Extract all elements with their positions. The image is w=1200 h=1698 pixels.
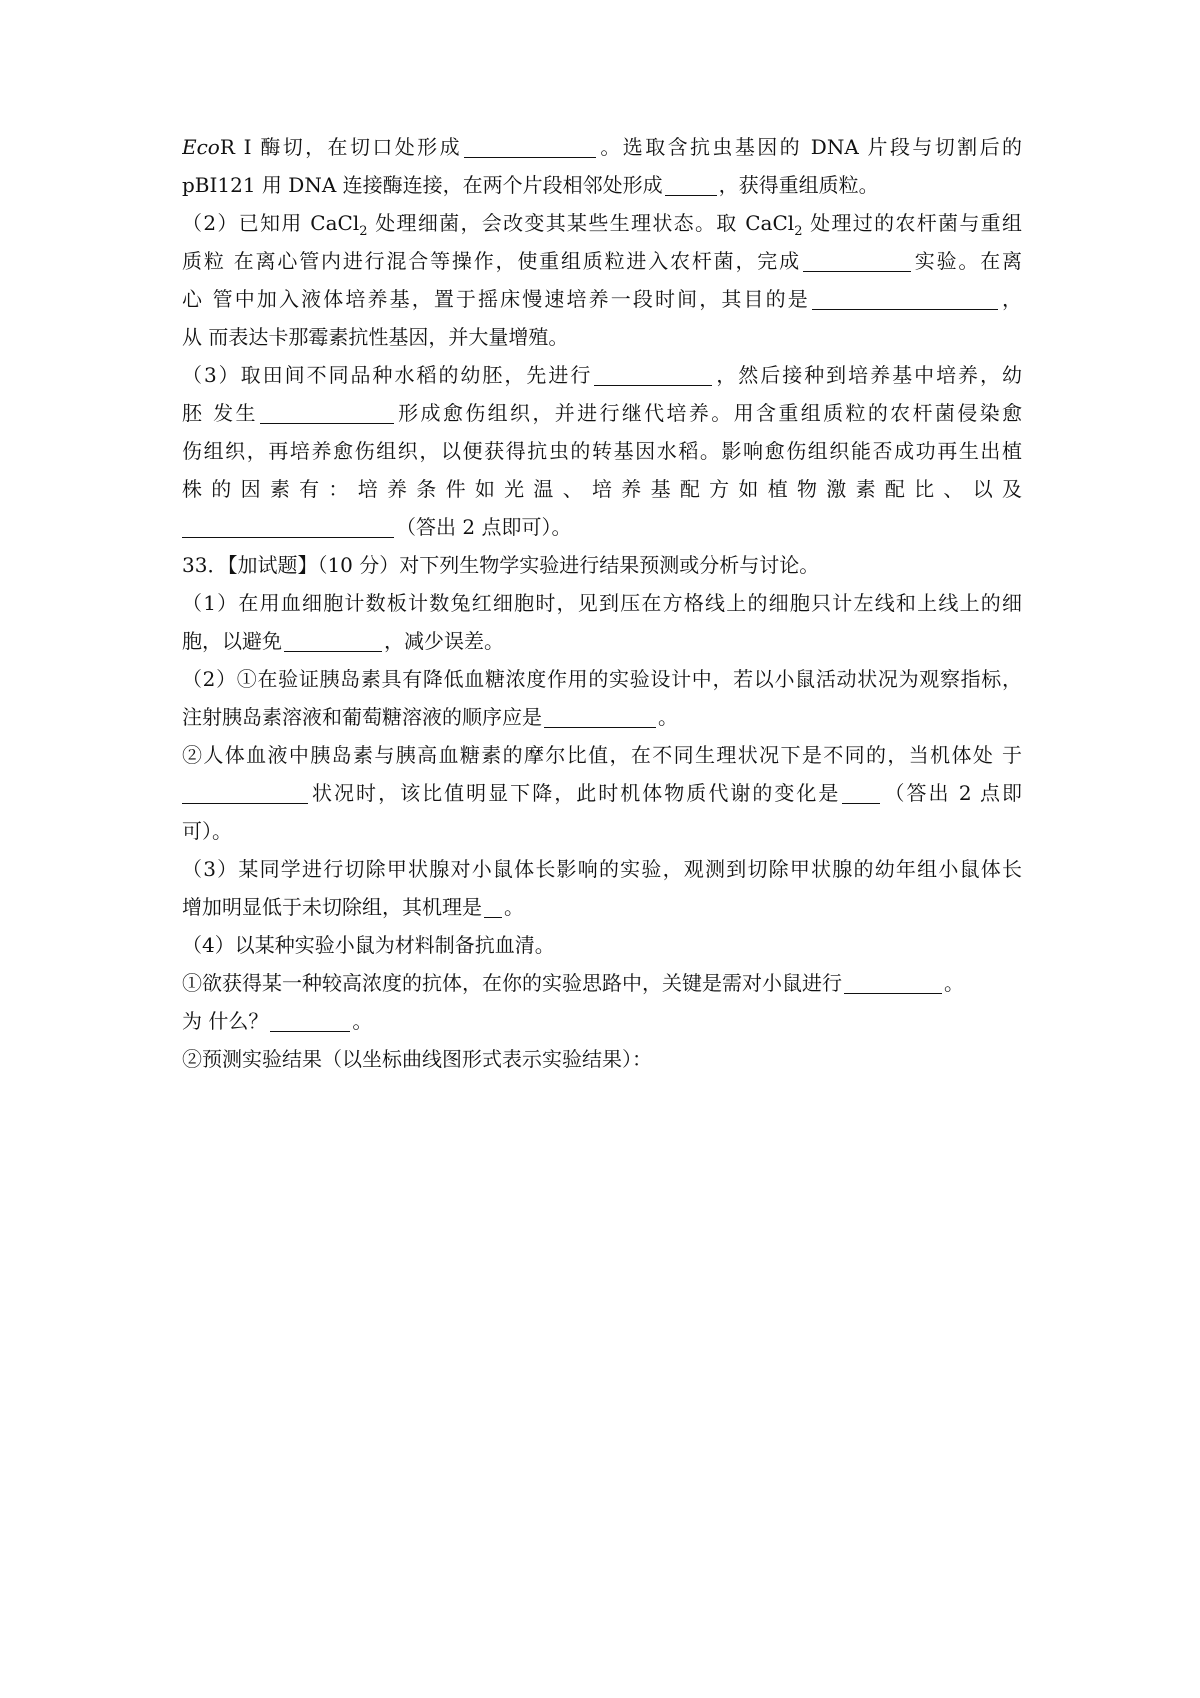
answer-blank[interactable] bbox=[484, 895, 502, 918]
text-line: EcoR I 酶切，在切口处形成 。选取含抗虫基因的 DNA 片段与切割后的 bbox=[182, 135, 1022, 159]
text-line: （1）在用血细胞计数板计数兔红细胞时，见到压在方格线上的细胞只计左线和上线上的细 bbox=[182, 591, 1022, 615]
answer-blank[interactable] bbox=[464, 135, 596, 158]
question-heading: 33．【加试题】（10 分）对下列生物学实验进行结果预测或分析与讨论。 bbox=[182, 553, 820, 577]
text-line: ①欲获得某一种较高浓度的抗体，在你的实验思路中，关键是需对小鼠进行 。 bbox=[182, 971, 964, 995]
answer-blank[interactable] bbox=[594, 363, 712, 386]
answer-blank[interactable] bbox=[844, 971, 942, 994]
answer-blank[interactable] bbox=[812, 287, 998, 310]
answer-blank[interactable] bbox=[260, 401, 394, 424]
text-line: 增加明显低于未切除组，其机理是 。 bbox=[182, 895, 524, 919]
text-line: 从 而表达卡那霉素抗性基因，并大量增殖。 bbox=[182, 325, 569, 349]
answer-blank[interactable] bbox=[842, 781, 880, 804]
text-line: 质粒 在离心管内进行混合等操作，使重组质粒进入农杆菌，完成 实验。在离 bbox=[182, 249, 1022, 273]
text-line: 心 管中加入液体培养基，置于摇床慢速培养一段时间，其目的是 ， bbox=[182, 287, 1022, 311]
text-line: 可）。 bbox=[182, 819, 232, 843]
text-line: 株 的 因 素 有 ： 培 养 条 件 如 光 温 、 培 养 基 配 方 如 植 物 激 素 配 比 、 以 及 bbox=[182, 477, 1022, 501]
text-line: （3）某同学进行切除甲状腺对小鼠体长影响的实验，观测到切除甲状腺的幼年组小鼠体长 bbox=[182, 857, 1022, 881]
text-line: （4）以某种实验小鼠为材料制备抗血清。 bbox=[182, 933, 555, 957]
text-line: 伤组织，再培养愈伤组织，以便获得抗虫的转基因水稻。影响愈伤组织能否成功再生出植 bbox=[182, 439, 1022, 463]
text-line: 胞，以避免 ，减少误差。 bbox=[182, 629, 504, 653]
answer-blank[interactable] bbox=[270, 1009, 350, 1032]
answer-blank[interactable] bbox=[284, 629, 382, 652]
text-line: 状况时，该比值明显下降，此时机体物质代谢的变化是 （答出 2 点即 bbox=[182, 773, 1022, 813]
text-line: 为 什么？ 。 bbox=[182, 1009, 373, 1033]
answer-blank[interactable] bbox=[544, 705, 656, 728]
text-line: （3）取田间不同品种水稻的幼胚，先进行 ，然后接种到培养基中培养，幼 bbox=[182, 363, 1022, 387]
text-line: （答出 2 点即可）。 bbox=[182, 507, 1022, 547]
answer-blank[interactable] bbox=[665, 173, 717, 196]
answer-blank[interactable] bbox=[182, 515, 394, 538]
text-line: pBI121 用 DNA 连接酶连接，在两个片段相邻处形成 ，获得重组质粒。 bbox=[182, 173, 879, 197]
text-line: （2）①在验证胰岛素具有降低血糖浓度作用的实验设计中，若以小鼠活动状况为观察指标， bbox=[182, 667, 1022, 691]
text-line: ②人体血液中胰岛素与胰高血糖素的摩尔比值，在不同生理状况下是不同的，当机体处 于 bbox=[182, 743, 1022, 767]
answer-blank[interactable] bbox=[182, 781, 308, 804]
answer-blank[interactable] bbox=[803, 249, 911, 272]
text-line: ②预测实验结果（以坐标曲线图形式表示实验结果）： bbox=[182, 1047, 652, 1071]
text-line: 注射胰岛素溶液和葡萄糖溶液的顺序应是 。 bbox=[182, 705, 678, 729]
text-line: （2）已知用 CaCl$_2$ 处理细菌，会改变其某些生理状态。取 CaCl$_2$ 处理过的农杆菌与重组 bbox=[182, 211, 1022, 239]
text-line: 胚 发生 形成愈伤组织，并进行继代培养。用含重组质粒的农杆菌侵染愈 bbox=[182, 401, 1022, 425]
